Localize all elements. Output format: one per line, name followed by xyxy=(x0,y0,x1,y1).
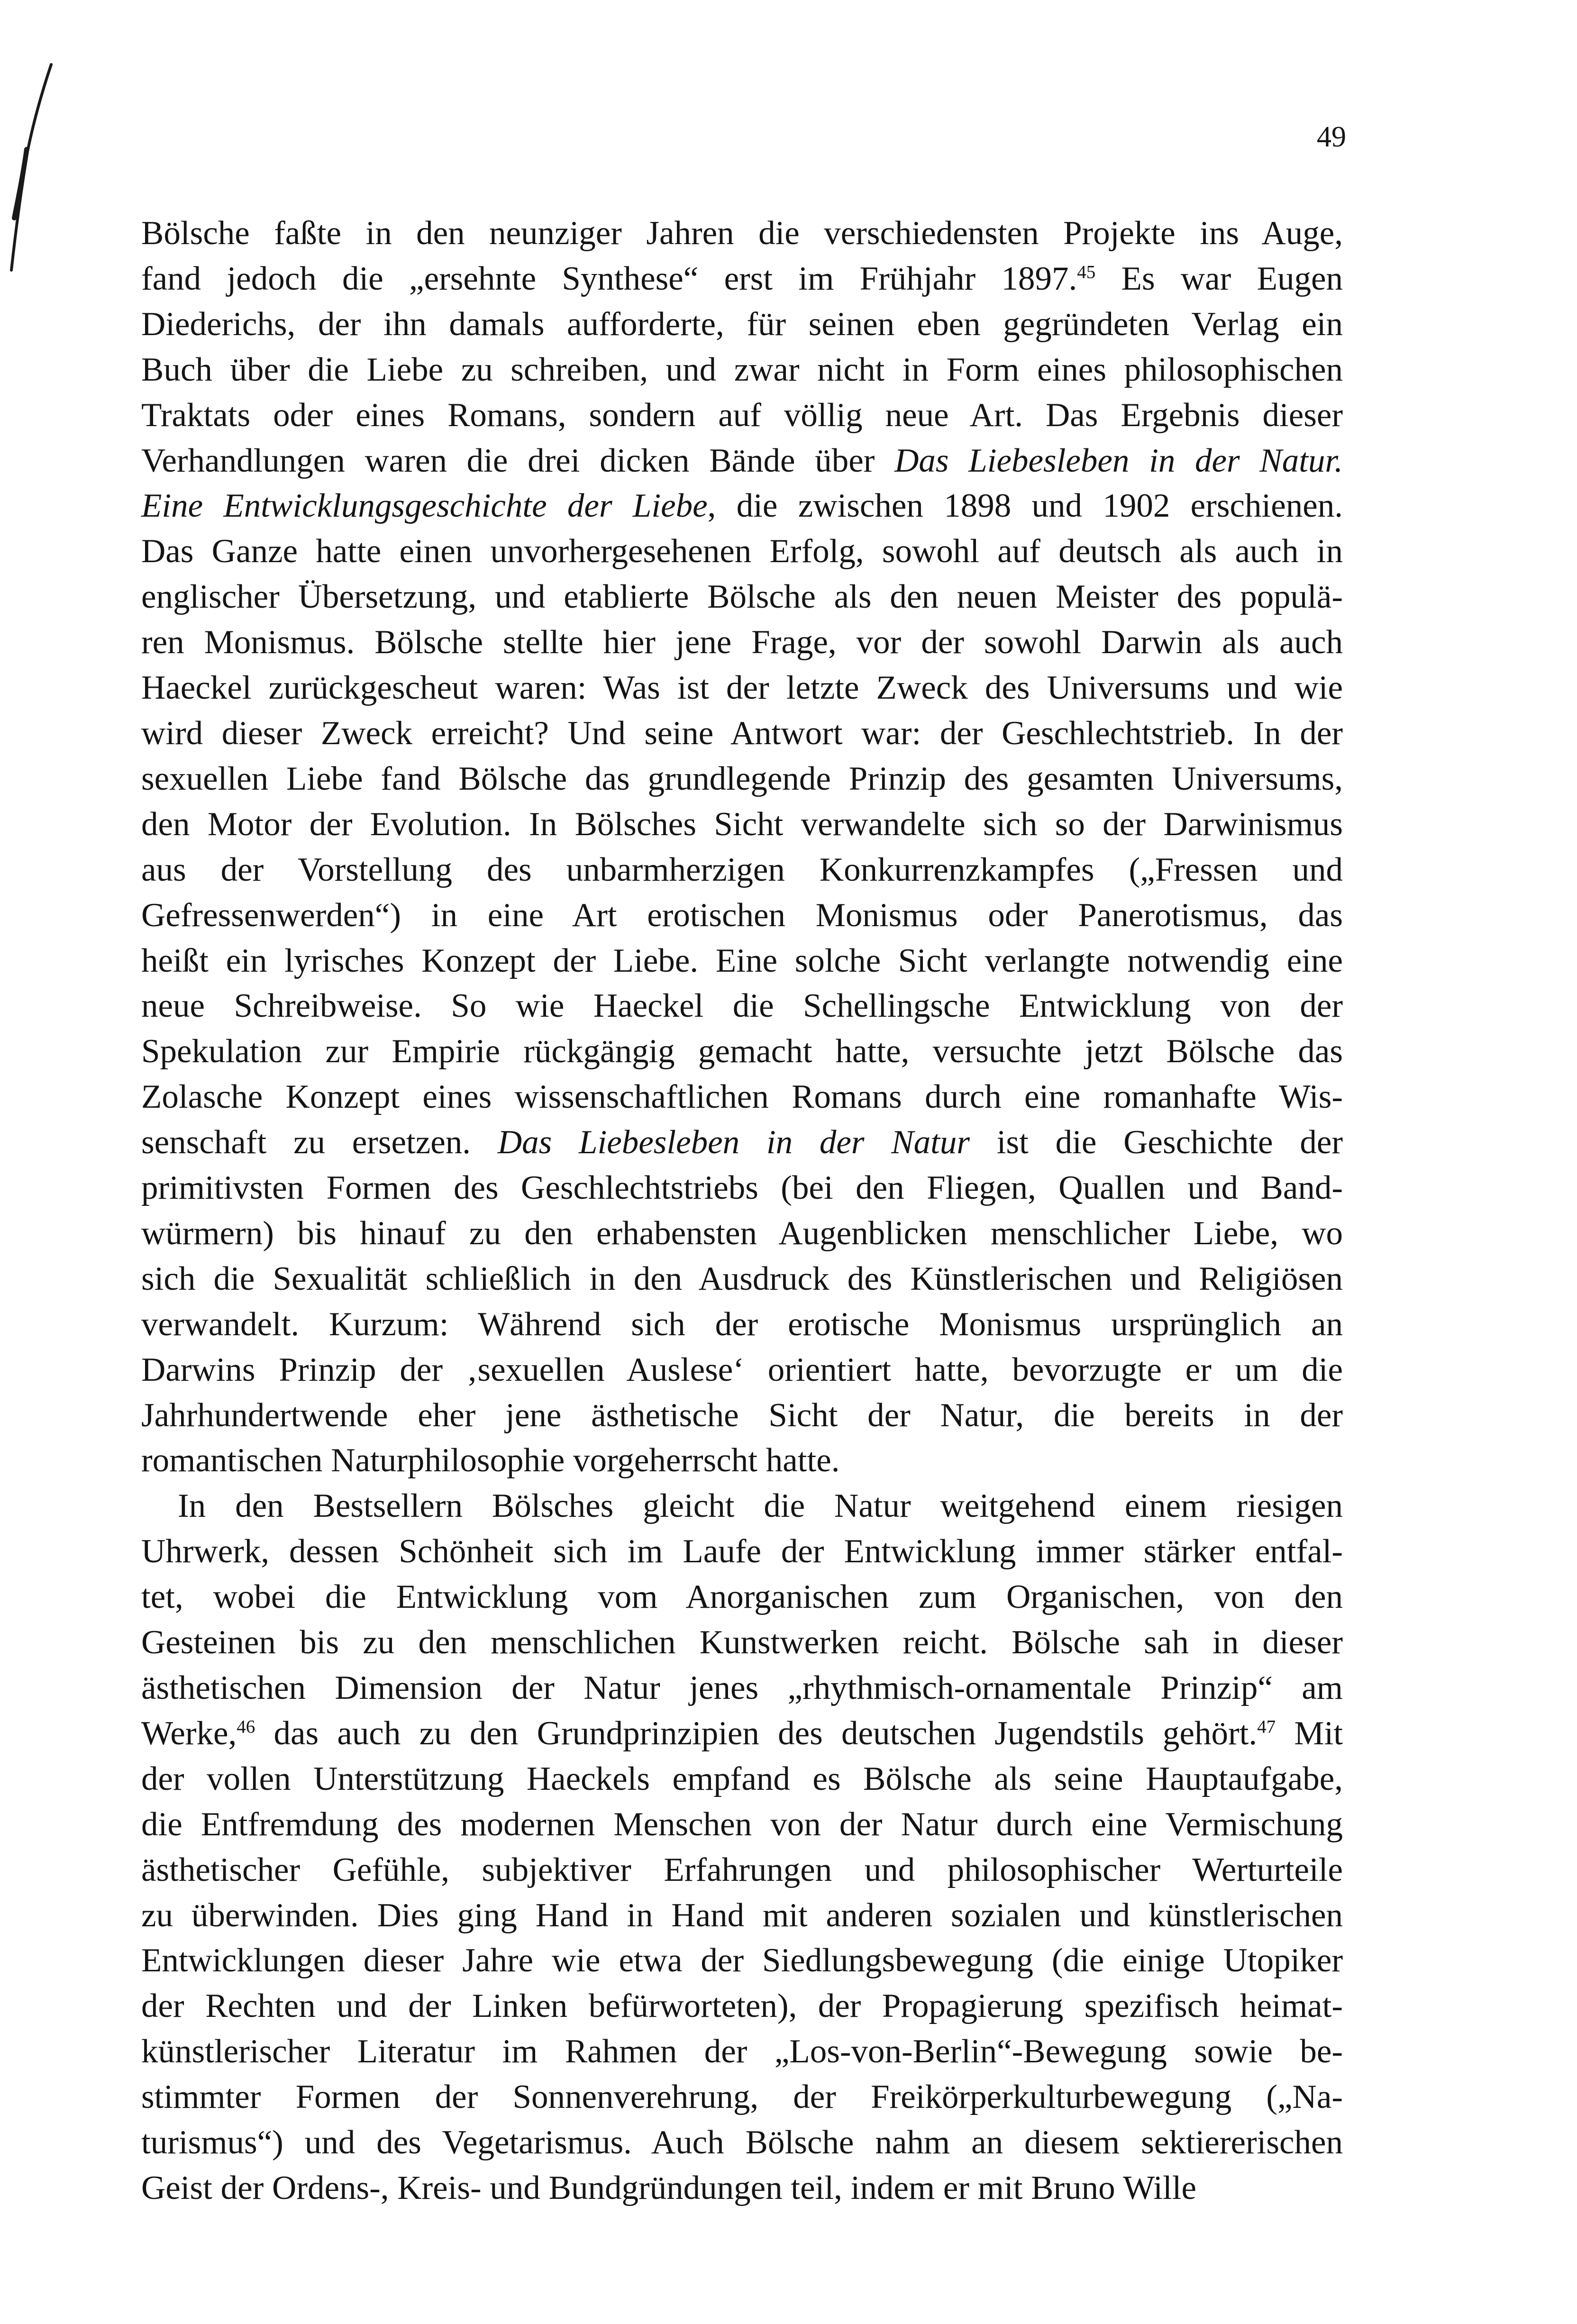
text-line xyxy=(141,1802,1343,1848)
text-run: künstlerischer Literatur im Rahmen der „Los-von-Berlin“-Bewegung sowie be- xyxy=(141,2033,1343,2070)
text-line xyxy=(141,1075,1343,1120)
text-run: , die zwischen 1898 und 1902 erschienen. xyxy=(707,487,1343,525)
text-line xyxy=(141,2166,1343,2211)
paragraph xyxy=(141,211,1343,1484)
text-run: Buch über die Liebe zu schreiben, und zwar nicht in Form eines philosophischen xyxy=(141,351,1343,388)
footnote-marker: 46 xyxy=(237,1716,255,1737)
page-number: 49 xyxy=(1317,121,1346,153)
text-run: Das Ganze hatte einen unvorhergesehenen Erfolg, sowohl auf deutsch als auch in xyxy=(141,533,1343,570)
text-run: Haeckel zurückgescheut waren: Was ist der letzte Zweck des Universums und wie xyxy=(141,669,1343,707)
text-line xyxy=(141,1348,1343,1393)
text-run: primitivsten Formen des Geschlechtstriebs (bei den Fliegen, Quallen und Band- xyxy=(141,1169,1343,1207)
text-line xyxy=(141,848,1343,893)
text-run: Bölsche faßte in den neunziger Jahren die verschiedensten Projekte ins Auge, xyxy=(141,215,1343,252)
text-line xyxy=(141,1166,1343,1211)
text-run: romantischen Naturphilosophie vorgeherrscht hatte. xyxy=(141,1442,840,1479)
footnote-marker: 45 xyxy=(1077,262,1096,283)
text-line xyxy=(141,1484,1343,1529)
text-run: der vollen Unterstützung Haeckels empfand es Bölsche als seine Hauptaufgabe, xyxy=(141,1760,1343,1797)
text-run: Gesteinen bis zu den menschlichen Kunstwerken reicht. Bölsche sah in dieser xyxy=(141,1624,1343,1661)
text-run: heißt ein lyrisches Konzept der Liebe. Eine solche Sicht verlangte notwendig eine xyxy=(141,942,1343,979)
text-run: würmern) bis hinauf zu den erhabensten Augenblicken menschlicher Liebe, wo xyxy=(141,1214,1343,1252)
text-run: stimmter Formen der Sonnenverehrung, der Freikörperkulturbewegung („Na- xyxy=(141,2078,1343,2116)
text-line xyxy=(141,393,1343,438)
text-run: Verhandlungen waren die drei dicken Bände über xyxy=(141,442,895,479)
text-line xyxy=(141,1575,1343,1620)
text-line xyxy=(141,665,1343,711)
text-line xyxy=(141,1393,1343,1439)
text-run: sich die Sexualität schließlich in den Ausdruck des Künstlerischen und Religiösen xyxy=(141,1260,1343,1297)
text-run: Darwins Prinzip der ‚sexuellen Auslese‘ orientiert hatte, bevorzugte er um die xyxy=(141,1351,1343,1388)
text-line xyxy=(141,893,1343,939)
text-line xyxy=(141,984,1343,1029)
text-run: Entwicklungen dieser Jahre wie etwa der Siedlungsbewegung (die einige Utopiker xyxy=(141,1942,1343,1979)
italic-title: Das Liebesleben in der Natur. xyxy=(894,442,1343,479)
text-line xyxy=(141,2120,1343,2166)
pen-stroke-mark-icon xyxy=(0,62,57,275)
text-line xyxy=(141,1893,1343,1939)
text-line xyxy=(141,1029,1343,1075)
text-run: fand jedoch die „ersehnte Synthese“ erst im Frühjahr 1897. xyxy=(141,260,1077,297)
text-run: verwandelt. Kurzum: Während sich der erotische Monismus ursprünglich an xyxy=(141,1305,1343,1343)
text-run: Gefressenwerden“) in eine Art erotischen Monismus oder Panerotismus, das xyxy=(141,896,1343,934)
text-line xyxy=(141,620,1343,665)
footnote-marker: 47 xyxy=(1257,1716,1276,1737)
text-run: Uhrwerk, dessen Schönheit sich im Laufe der Entwicklung immer stärker entfal- xyxy=(141,1533,1343,1570)
text-line xyxy=(141,2029,1343,2075)
text-line xyxy=(141,483,1343,529)
text-run: Traktats oder eines Romans, sondern auf völlig neue Art. Das Ergebnis dieser xyxy=(141,396,1343,434)
text-run: aus der Vorstellung des unbarmherzigen Konkurrenzkampfes („Fressen und xyxy=(141,851,1343,888)
text-run: tet, wobei die Entwicklung vom Anorganischen zum Organischen, von den xyxy=(141,1578,1343,1616)
text-line xyxy=(141,1438,1343,1484)
text-line xyxy=(141,1757,1343,1802)
text-run: Zolasche Konzept eines wissenschaftlichen Romans durch eine romanhafte Wis- xyxy=(141,1078,1343,1116)
text-line xyxy=(141,1120,1343,1166)
text-run: die Entfremdung des modernen Menschen von der Natur durch eine Vermischung xyxy=(141,1805,1343,1843)
text-run: Es war Eugen xyxy=(1095,260,1343,297)
text-run: neue Schreibweise. So wie Haeckel die Schellingsche Entwicklung von der xyxy=(141,987,1343,1025)
text-run: wird dieser Zweck erreicht? Und seine Antwort war: der Geschlechtstrieb. In der xyxy=(141,714,1343,752)
text-line xyxy=(141,1711,1343,1757)
text-run: turismus“) und des Vegetarismus. Auch Bölsche nahm an diesem sektiererischen xyxy=(141,2124,1343,2161)
text-run: Geist der Ordens-, Kreis- und Bundgründungen teil, indem er mit Bruno Wille xyxy=(141,2169,1196,2206)
text-line xyxy=(141,939,1343,984)
text-run: Diederichs, der ihn damals aufforderte, für seinen eben gegründeten Verlag ein xyxy=(141,305,1343,343)
text-line xyxy=(141,1666,1343,1711)
text-line xyxy=(141,438,1343,484)
text-line xyxy=(141,256,1343,302)
text-line xyxy=(141,1938,1343,1984)
text-run: Jahrhundertwende eher jene ästhetische Sicht der Natur, die bereits in der xyxy=(141,1396,1343,1434)
text-line xyxy=(141,2075,1343,2120)
text-line xyxy=(141,1620,1343,1666)
text-run: ist die Geschichte der xyxy=(970,1124,1343,1161)
body-text xyxy=(141,211,1343,2211)
text-line xyxy=(141,1848,1343,1893)
text-run: Spekulation zur Empirie rückgängig gemacht hatte, versuchte jetzt Bölsche das xyxy=(141,1033,1343,1070)
text-line xyxy=(141,574,1343,620)
text-line xyxy=(141,1984,1343,2029)
text-line xyxy=(141,1257,1343,1302)
text-line xyxy=(141,802,1343,848)
text-line xyxy=(141,1211,1343,1257)
text-line xyxy=(141,756,1343,802)
italic-title: Das Liebesleben in der Natur xyxy=(497,1124,970,1161)
text-line xyxy=(141,1529,1343,1575)
text-run: ästhetischer Gefühle, subjektiver Erfahrungen und philosophischer Werturteile xyxy=(141,1851,1343,1888)
text-run: ren Monismus. Bölsche stellte hier jene Frage, vor der sowohl Darwin als auch xyxy=(141,624,1343,661)
text-run: ästhetischen Dimension der Natur jenes „rhythmisch-ornamentale Prinzip“ am xyxy=(141,1669,1343,1706)
text-line xyxy=(141,1302,1343,1348)
text-run: englischer Übersetzung, und etablierte Bölsche als den neuen Meister des populä- xyxy=(141,578,1343,616)
text-line xyxy=(141,302,1343,347)
text-line xyxy=(141,711,1343,756)
italic-title: Eine Entwicklungsgeschichte der Liebe xyxy=(141,487,708,525)
text-line xyxy=(141,211,1343,256)
text-run: den Motor der Evolution. In Bölsches Sicht verwandelte sich so der Darwinismus xyxy=(141,805,1343,843)
text-run: zu überwinden. Dies ging Hand in Hand mit anderen sozialen und künstlerischen xyxy=(141,1896,1343,1934)
text-run: das auch zu den Grundprinzipien des deutschen Jugendstils gehört. xyxy=(255,1714,1258,1752)
text-run: senschaft zu ersetzen. xyxy=(141,1124,498,1161)
text-run: der Rechten und der Linken befürworteten), der Propagierung spezifisch heimat- xyxy=(141,1987,1343,2025)
paragraph xyxy=(141,1484,1343,2211)
text-line xyxy=(141,529,1343,574)
text-run: Mit xyxy=(1276,1714,1343,1752)
text-line xyxy=(141,347,1343,393)
text-run: Werke, xyxy=(141,1714,237,1752)
text-run: In den Bestsellern Bölsches gleicht die Natur weitgehend einem riesigen xyxy=(178,1487,1343,1525)
text-run: sexuellen Liebe fand Bölsche das grundlegende Prinzip des gesamten Universums, xyxy=(141,760,1343,797)
